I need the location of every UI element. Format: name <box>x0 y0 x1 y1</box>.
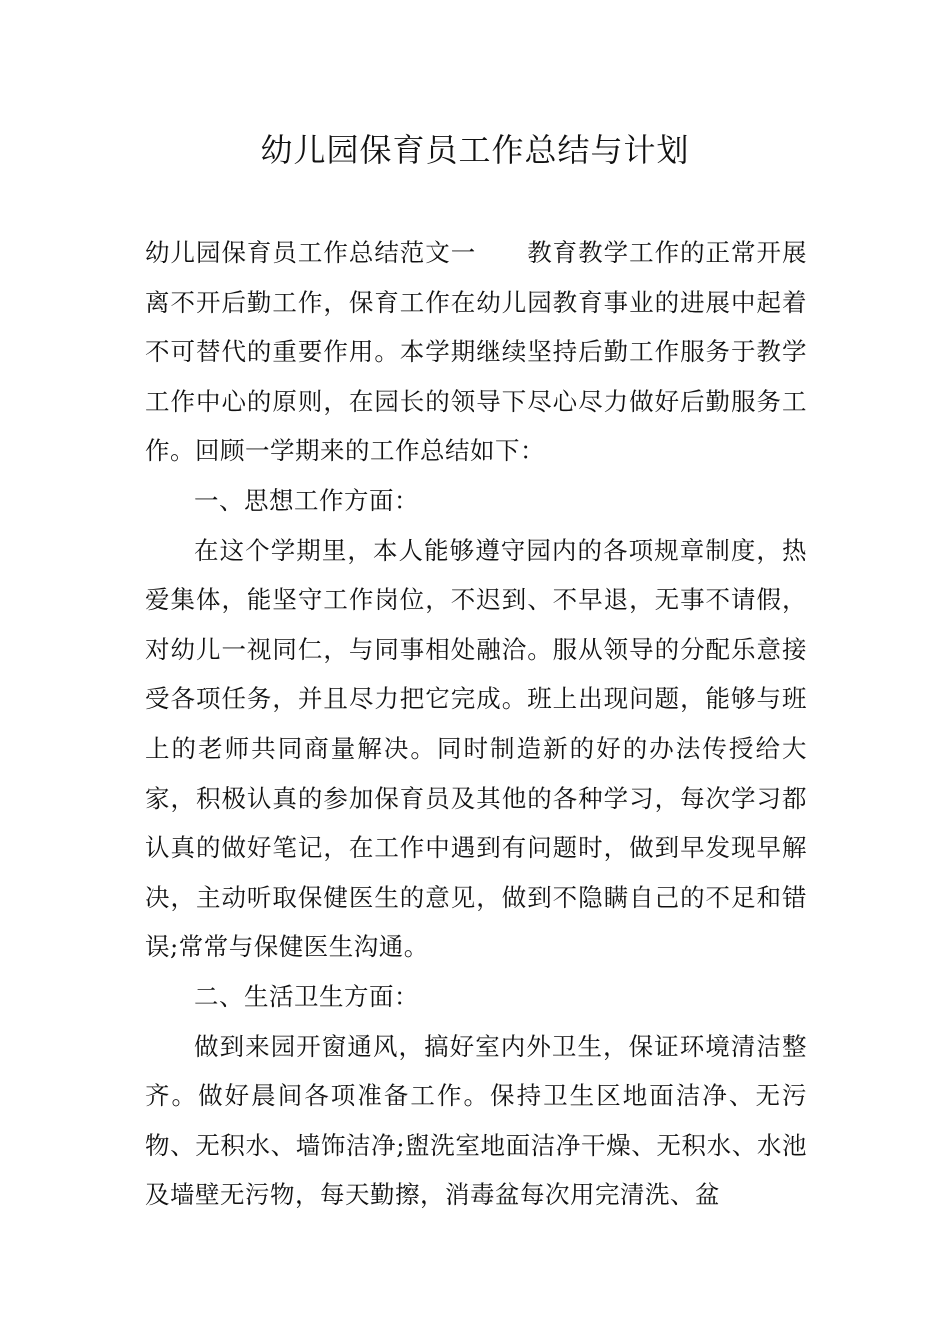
section-heading-hygiene: 二、生活卫生方面： <box>194 981 419 1011</box>
paragraph-hygiene: 做到来园开窗通风，搞好室内外卫生，保证环境清洁整齐。做好晨间各项准备工作。保持卫生区地面洁净、无污物、无积水、墙饰洁净;盥洗室地面洁净干燥、无积水、水池及墙壁无污物，每天勤擦，消毒盆每次用完清洗、盆 <box>145 1031 807 1210</box>
document-body <box>145 228 807 1220</box>
paragraph-thought-work: 在这个学期里，本人能够遵守园内的各项规章制度，热爱集体，能坚守工作岗位，不迟到、不早退，无事不请假，对幼儿一视同仁，与同事相处融洽。服从领导的分配乐意接受各项任务，并且尽力把它完成。班上出现问题，能够与班上的老师共同商量解决。同时制造新的好的办法传授给大家，积极认真的参加保育员及其他的各种学习，每次学习都认真的做好笔记，在工作中遇到有问题时，做到早发现早解决，主动听取保健医生的意见，做到不隐瞒自己的不足和错误;常常与保健医生沟通。 <box>145 535 807 962</box>
section-heading-thought-work: 一、思想工作方面： <box>194 485 419 515</box>
document-title: 幼儿园保育员工作总结与计划 <box>260 131 690 169</box>
paragraph-intro: 幼儿园保育员工作总结范文一 教育教学工作的正常开展离不开后勤工作，保育工作在幼儿园教育事业的进展中起着不可替代的重要作用。本学期继续坚持后勤工作服务于教学工作中心的原则，在园长的领导下尽心尽力做好后勤服务工作。回顾一学期来的工作总结如下： <box>145 238 807 466</box>
